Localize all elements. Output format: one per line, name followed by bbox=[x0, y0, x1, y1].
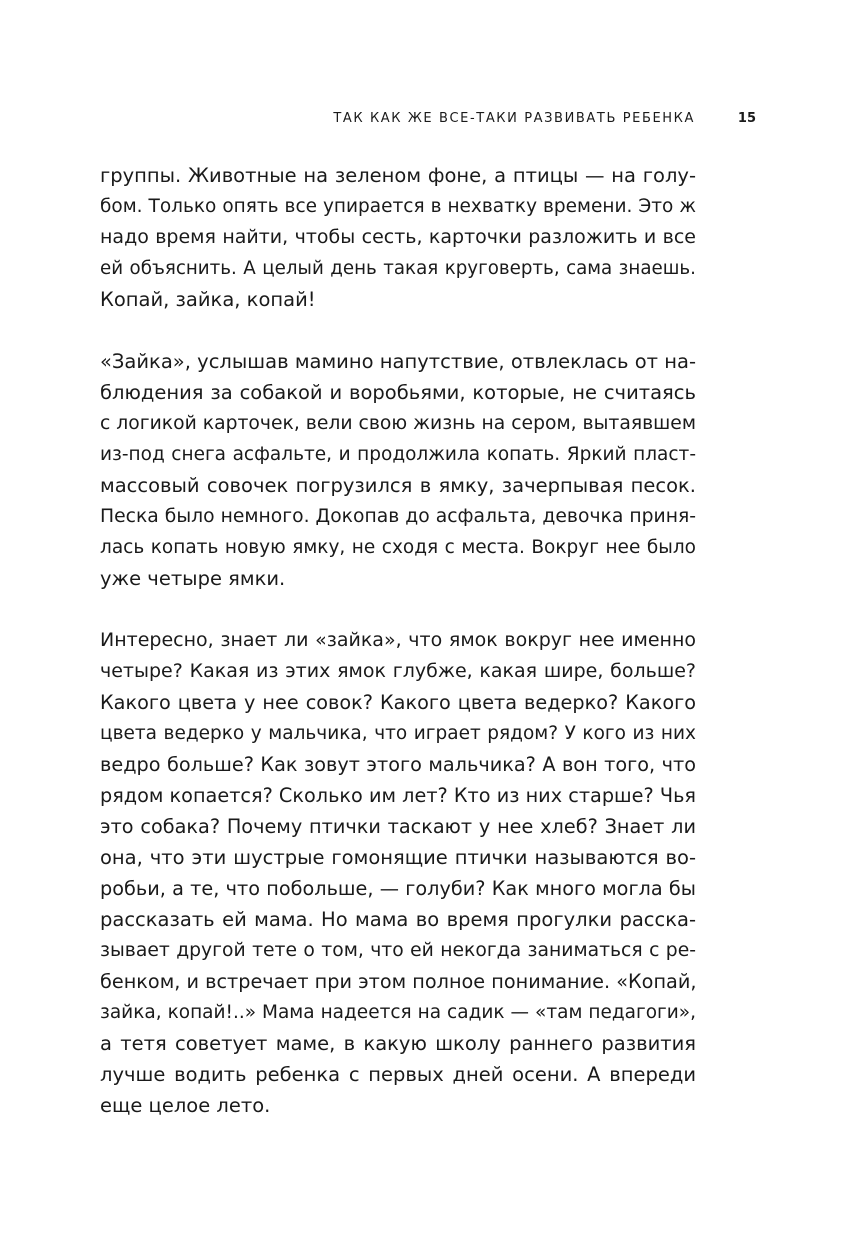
text-line: еще целое лето. bbox=[100, 1094, 271, 1117]
text-line: а тетя советует маме, в какую школу раннего развития bbox=[100, 1032, 696, 1055]
text-line: надо время найти, чтобы сесть, карточки разложить и все bbox=[100, 226, 696, 248]
text-line: она, что эти шустрые гомонящие птички называются во- bbox=[100, 846, 696, 869]
text-line: ведро больше? Как зовут этого мальчика? А вон того, что bbox=[100, 753, 696, 776]
text-line: Копай, зайка, копай! bbox=[100, 288, 316, 311]
text-line: бенком, и встречает при этом полное понимание. «Копай, bbox=[100, 970, 697, 993]
page-number: 15 bbox=[737, 111, 756, 126]
text-line: Интересно, знает ли «зайка», что ямок вокруг нее именно bbox=[100, 629, 696, 651]
text-line: зывает другой тете о том, что ей некогда заниматься с ре- bbox=[100, 940, 696, 961]
text-line: рассказать ей мама. Но мама во время прогулки расска- bbox=[100, 908, 696, 931]
paragraph-1 bbox=[100, 160, 696, 315]
text-line: зайка, копай!..» Мама надеется на садик — «там педагоги», bbox=[100, 1002, 696, 1023]
text-line: Какого цвета у нее совок? Какого цвета ведерко? Какого bbox=[100, 691, 696, 714]
text-line: лась копать новую ямку, не сходя с места. Вокруг нее было bbox=[100, 537, 696, 558]
running-header: ТАК КАК ЖЕ ВСЕ-ТАКИ РАЗВИВАТЬ РЕБЕНКА bbox=[333, 111, 695, 126]
text-line: цвета ведерко у мальчика, что играет рядом? У кого из них bbox=[100, 723, 696, 744]
text-line: это собака? Почему птички таскают у нее хлеб? Знает ли bbox=[100, 815, 696, 838]
text-line: ей объяснить. А целый день такая круговерть, сама знаешь. bbox=[100, 258, 696, 279]
text-line: уже четыре ямки. bbox=[100, 567, 286, 590]
text-line: лучше водить ребенка с первых дней осени. А впереди bbox=[100, 1063, 696, 1086]
paragraph-2 bbox=[100, 346, 696, 594]
text-line: группы. Животные на зеленом фоне, а птицы — на голу- bbox=[100, 164, 696, 187]
text-line: робьи, а те, что побольше, — голуби? Как много могла бы bbox=[100, 877, 696, 900]
text-line: из-под снега асфальте, и продолжила копать. Яркий пласт- bbox=[100, 444, 696, 465]
text-line: Песка было немного. Докопав до асфальта, девочка приня- bbox=[100, 506, 696, 527]
text-line: бом. Только опять все упирается в нехватку времени. Это ж bbox=[100, 196, 696, 217]
text-line: массовый совочек погрузился в ямку, зачерпывая песок. bbox=[100, 474, 696, 497]
text-line: блюдения за собакой и воробьями, которые, не считаясь bbox=[100, 381, 696, 404]
text-line: «Зайка», услышав мамино напутствие, отвлеклась от на- bbox=[100, 350, 696, 373]
text-line: четыре? Какая из этих ямок глубже, какая шире, больше? bbox=[100, 660, 696, 682]
text-line: с логикой карточек, вели свою жизнь на сером, вытаявшем bbox=[100, 413, 696, 434]
paragraph-3 bbox=[100, 625, 696, 1121]
text-line: рядом копается? Сколько им лет? Кто из них старше? Чья bbox=[100, 784, 696, 807]
body-text bbox=[100, 160, 696, 1152]
